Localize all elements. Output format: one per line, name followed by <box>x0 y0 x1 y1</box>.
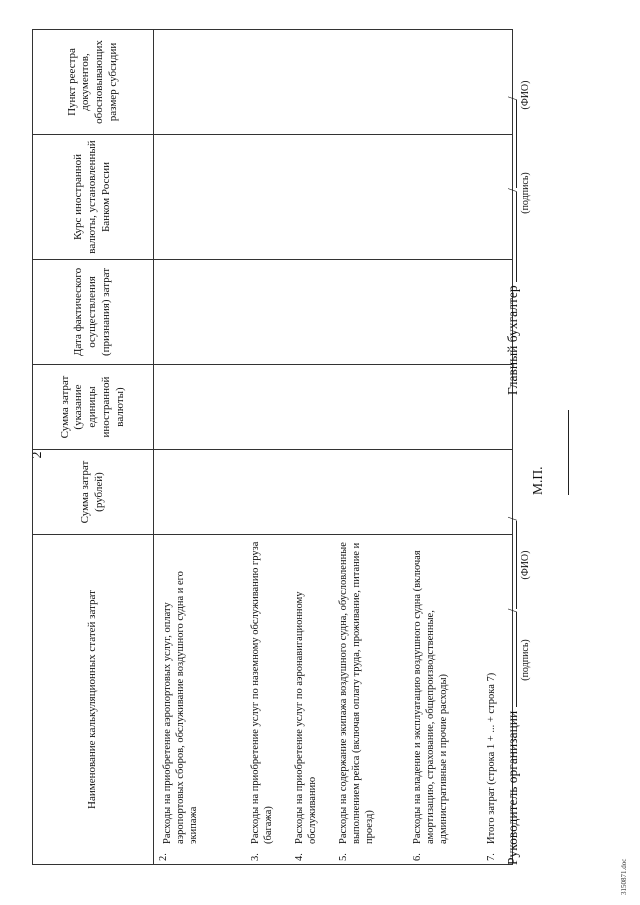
cell-empty <box>338 365 412 450</box>
cell-empty <box>412 260 486 365</box>
table-row <box>154 30 251 865</box>
head-signature-field <box>502 612 517 707</box>
cell-empty <box>154 365 251 450</box>
header-amount-rub: Сумма затрат (рублей) <box>33 450 154 535</box>
header-registry-item: Пункт реестра документов, обосновывающих размер субсидии <box>33 30 154 135</box>
row-label-cell <box>294 535 338 865</box>
cell-empty <box>338 135 412 260</box>
row-label-cell <box>154 535 251 865</box>
row-number: 7. <box>486 853 497 861</box>
accountant-signature-field <box>502 192 517 282</box>
cell-empty <box>294 365 338 450</box>
cell-empty <box>338 260 412 365</box>
stamp-place: М.П. <box>530 466 545 495</box>
table-header-row <box>33 30 154 865</box>
cell-empty <box>250 450 294 535</box>
row-label-cell <box>250 535 294 865</box>
cell-empty <box>154 30 251 135</box>
cell-empty <box>154 135 251 260</box>
table-row <box>412 30 486 865</box>
header-exchange-rate: Курс иностранной валюты, установленный Банком России <box>33 135 154 260</box>
cell-empty <box>412 450 486 535</box>
cell-empty <box>294 260 338 365</box>
row-name: Расходы на приобретение аэропортовых услуг, оплату аэропортовых сборов, обслуживание воздушного судна и его экипажа <box>162 571 199 844</box>
row-name: Расходы на владение и эксплуатацию воздушного судна (включая амортизацию, страхование, общепроизводственные, административные и прочие расходы) <box>412 550 449 844</box>
cell-empty <box>412 135 486 260</box>
row-number: 5. <box>338 853 349 861</box>
cell-empty <box>154 260 251 365</box>
head-signature-line <box>502 517 521 865</box>
row-number: 2. <box>158 853 169 861</box>
accountant-name-field <box>502 100 517 188</box>
separator: / <box>505 608 520 613</box>
cell-empty <box>294 30 338 135</box>
page-number: 2 <box>30 451 45 459</box>
head-signature-hint: (подпись) <box>520 639 531 681</box>
row-label-cell <box>338 535 412 865</box>
cell-empty <box>338 450 412 535</box>
row-label-cell <box>412 535 486 865</box>
cell-empty <box>250 30 294 135</box>
cell-empty <box>250 260 294 365</box>
header-cost-item-name: Наименование калькуляционных статей затрат <box>33 535 154 865</box>
row-number: 4. <box>294 853 305 861</box>
header-date: Дата фактического осуществления (признания) затрат <box>33 260 154 365</box>
accountant-name-hint: (ФИО) <box>520 80 531 110</box>
accountant-label: Главный бухгалтер <box>505 285 520 395</box>
head-name-field <box>502 521 517 609</box>
stamp-underline <box>568 410 569 495</box>
cell-empty <box>250 135 294 260</box>
document-id: 3150871.doc <box>620 858 628 895</box>
cost-table <box>32 29 513 865</box>
cell-empty <box>294 450 338 535</box>
cell-empty <box>338 30 412 135</box>
table-row <box>338 30 412 865</box>
row-number: 3. <box>250 853 261 861</box>
separator: / <box>505 188 520 192</box>
head-label: Руководитель организации <box>505 710 520 865</box>
row-name: Расходы на приобретение услуг по наземному обслуживанию груза (багажа) <box>250 541 274 844</box>
table-row <box>294 30 338 865</box>
accountant-signature-hint: (подпись) <box>520 172 531 214</box>
cell-empty <box>154 450 251 535</box>
cell-empty <box>294 135 338 260</box>
row-name: Расходы на приобретение услуг по аэронавигационному обслуживанию <box>294 591 318 844</box>
cell-empty <box>412 365 486 450</box>
row-name: Итого затрат (строка 1 + ... + строка 7) <box>486 672 497 844</box>
separator: / <box>505 96 520 101</box>
cell-empty <box>412 30 486 135</box>
row-number: 6. <box>412 853 423 861</box>
separator: / <box>505 516 520 521</box>
accountant-signature-line <box>502 96 521 395</box>
row-name: Расходы на содержание экипажа воздушного судна, обусловленные выполнением рейса (включая оплату труда, проживание, питание и проезд) <box>338 542 375 844</box>
table-row <box>250 30 294 865</box>
head-name-hint: (ФИО) <box>520 550 531 580</box>
header-amount-foreign: Сумма затрат (указание единицы иностранной валюты) <box>33 365 154 450</box>
cell-empty <box>250 365 294 450</box>
